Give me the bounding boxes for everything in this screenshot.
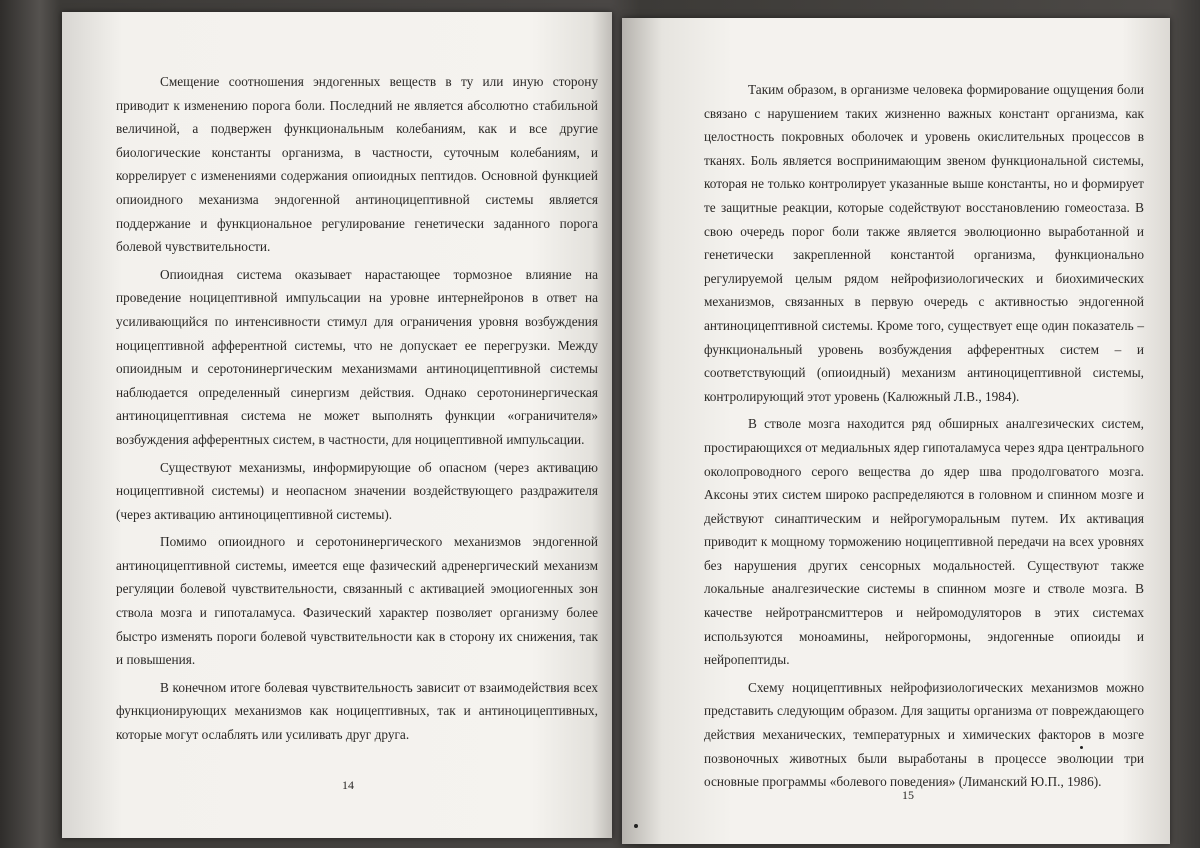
paragraph: Существуют механизмы, информирующие об опасном (через активацию ноцицептивной системы) и неопасном значении воздействующего раздражителя (через активацию антиноцицептивной системы). [116,459,598,522]
right-page [622,18,1170,844]
page-number: 14 [342,778,354,792]
paragraph: В стволе мозга находится ряд обширных аналгезических систем, простирающихся от медиальных ядер гипоталамуса через ядра центрального околопроводного серого вещества до ядер шва продолговатого мозга. Аксоны этих систем широко распределяются в головном и спинном мозге и действуют синаптическим и нейрогуморальным путем. Их активация приводит к мощному торможению ноцицептивной передачи на всех уровнях без нарушения других сенсорных модальностей. Существуют также локальные аналгезические системы в спинном мозге и стволе мозга. В качестве нейротрансмиттеров и нейромодуляторов в этих системах используются моноамины, нейрогормоны, эндогенные опиоиды и нейропептиды. [704,416,1144,668]
paragraph: Схему ноцицептивных нейрофизиологических механизмов можно представить следующим образом. Для защиты организма от повреждающего действия механических, температурных и химических факторов в мозге позвоночных животных были выработаны в процессе эволюции три основные программы «болевого поведения» (Лиманский Ю.П., 1986). [704,679,1144,790]
paragraph: Смещение соотношения эндогенных веществ в ту или иную сторону приводит к изменению порога боли. Последний не является абсолютно стабильной величиной, а подвержен функциональным колебаниям, как и все другие биологические константы организма, в частности, суточным колебаниям, и коррелирует с изменениями содержания опиоидных пептидов. Основной функцией опиоидного механизма эндогенной антиноцицептивной системы является поддержание и функциональное регулирование генетически заданного порога болевой чувствительности. [116,74,598,255]
right-page-text [704,78,1144,794]
left-page-text [116,70,598,747]
paragraph: Опиоидная система оказывает нарастающее тормозное влияние на проведение ноцицептивной импульсации на уровне интернейронов в ответ на усиливающийся по интенсивности стимул для ограничения уровня возбуждения ноцицептивной афферентной системы, что не допускает ее перегрузки. Между опиоидным и серотонинергическим механизмами антиноцицептивной системы наблюдается определенный синергизм действия. Однако серотонинергическая антиноцицептивная система не может выполнять функции «ограничителя» возбуждения афферентных систем, в частности, для ноцицептивной импульсации. [116,266,598,447]
scan-speck [1080,746,1083,749]
page-number: 15 [902,788,914,802]
paragraph: Помимо опиоидного и серотонинергического механизмов эндогенной антиноцицептивной системы, имеется еще фазический адренергический механизм регуляции болевой чувствительности, связанный с активацией эмоциогенных зон ствола мозга и гипоталамуса. Фазический характер позволяет организму более быстро изменять пороги болевой чувствительности как в сторону их снижения, так и повышения. [116,534,598,668]
paragraph: Таким образом, в организме человека формирование ощущения боли связано с нарушением таких жизненно важных констант организма, как целостность покровных оболочек и уровень окислительных процессов в тканях. Боль является воспринимающим звеном функциональной системы, которая не только контролирует указанные выше константы, но и формирует те защитные реакции, которые содействуют восстановлению гомеостаза. В свою очередь порог боли также является эволюционно выработанной и генетически закрепленной константой организма, функционально регулируемой целым рядом нейрофизиологических и биохимических механизмов, связанных в первую очередь с активностью эндогенной антиноцицептивной системы. Кроме того, существует еще один показатель – функциональный уровень возбуждения афферентных систем – и соответствующий (опиоидный) механизм антиноцицептивной системы, контролирующий этот уровень (Калюжный Л.В., 1984). [704,82,1144,404]
paragraph: В конечном итоге болевая чувствительность зависит от взаимодействия всех функционирующих механизмов как ноцицептивных, так и антиноцицептивных, которые могут ослаблять или усиливать друг друга. [116,679,598,743]
scan-speck [634,824,638,828]
left-page [62,12,612,838]
